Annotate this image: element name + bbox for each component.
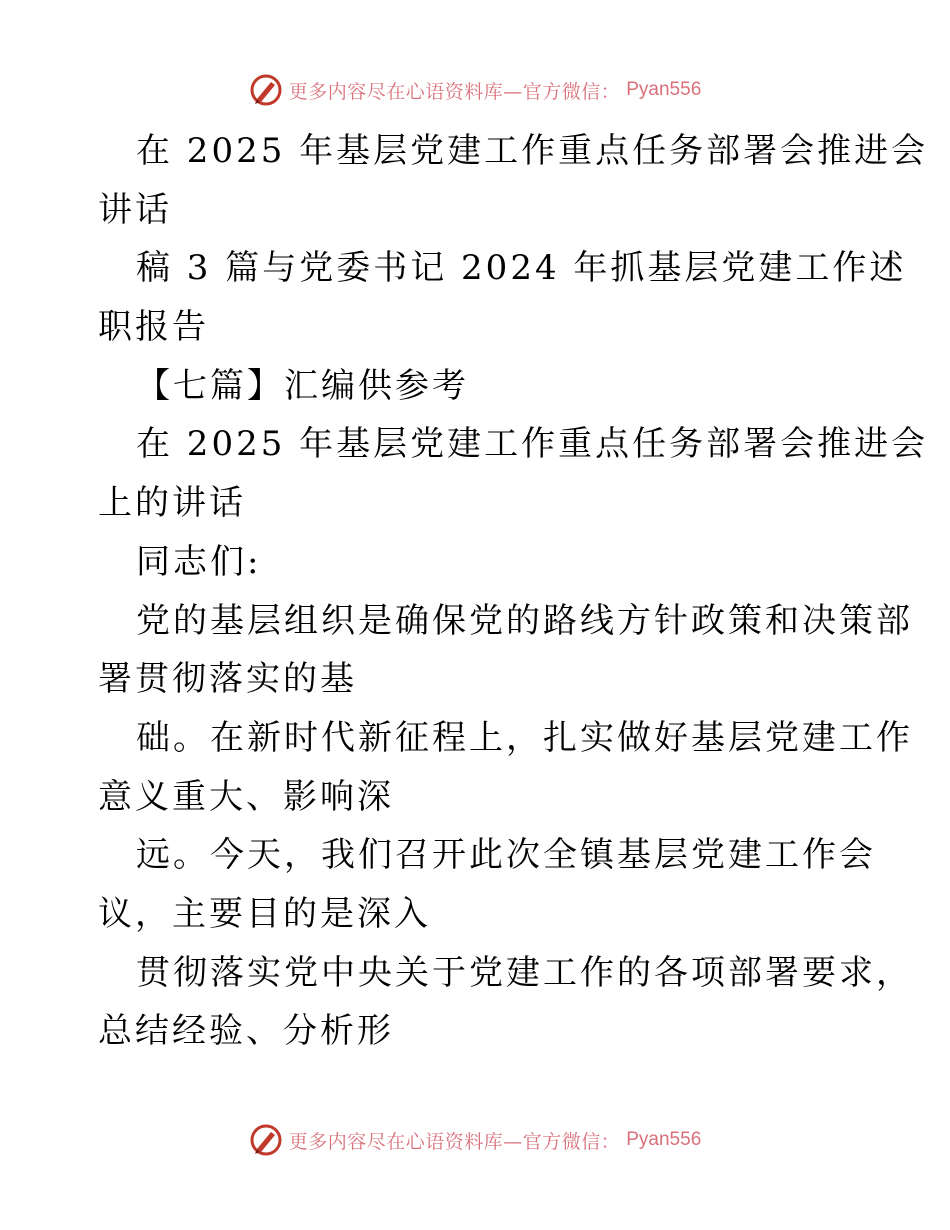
- text-line: 在 2025 年基层党建工作重点任务部署会推进会: [136, 424, 929, 465]
- watermark-footer: [0, 1120, 950, 1160]
- text-line: 议，主要目的是深入: [98, 893, 431, 934]
- text-line: 础。在新时代新征程上，扎实做好基层党建工作: [136, 717, 913, 758]
- watermark-id: Pyan556: [626, 79, 702, 100]
- pen-logo-icon: [249, 1123, 283, 1157]
- text-line: 总结经验、分析形: [98, 1011, 394, 1052]
- text-line: 意义重大、影响深: [98, 776, 394, 817]
- pen-logo-icon: [249, 73, 283, 107]
- text-line: 党的基层组织是确保党的路线方针政策和决策部: [136, 600, 913, 641]
- text-line: 在 2025 年基层党建工作重点任务部署会推进会: [136, 131, 929, 171]
- watermark-id: Pyan556: [626, 1129, 702, 1150]
- watermark-text: 更多内容尽在心语资料库—官方微信：: [288, 1130, 621, 1153]
- text-line: 上的讲话: [98, 483, 246, 524]
- text-line: 讲话: [98, 189, 172, 230]
- text-line: 署贯彻落实的基: [98, 659, 357, 700]
- text-line: 贯彻落实党中央关于党建工作的各项部署要求，: [136, 952, 913, 993]
- document-body: [98, 122, 929, 1061]
- watermark-header: [0, 70, 950, 110]
- watermark-text: 更多内容尽在心语资料库—官方微信：: [288, 80, 621, 103]
- text-line: 同志们:: [136, 541, 262, 582]
- text-line: 职报告: [98, 307, 209, 348]
- text-line: 【七篇】汇编供参考: [136, 365, 469, 406]
- text-line: 稿 3 篇与党委书记 2024 年抓基层党建工作述: [136, 248, 907, 289]
- text-line: 远。今天，我们召开此次全镇基层党建工作会: [136, 835, 876, 876]
